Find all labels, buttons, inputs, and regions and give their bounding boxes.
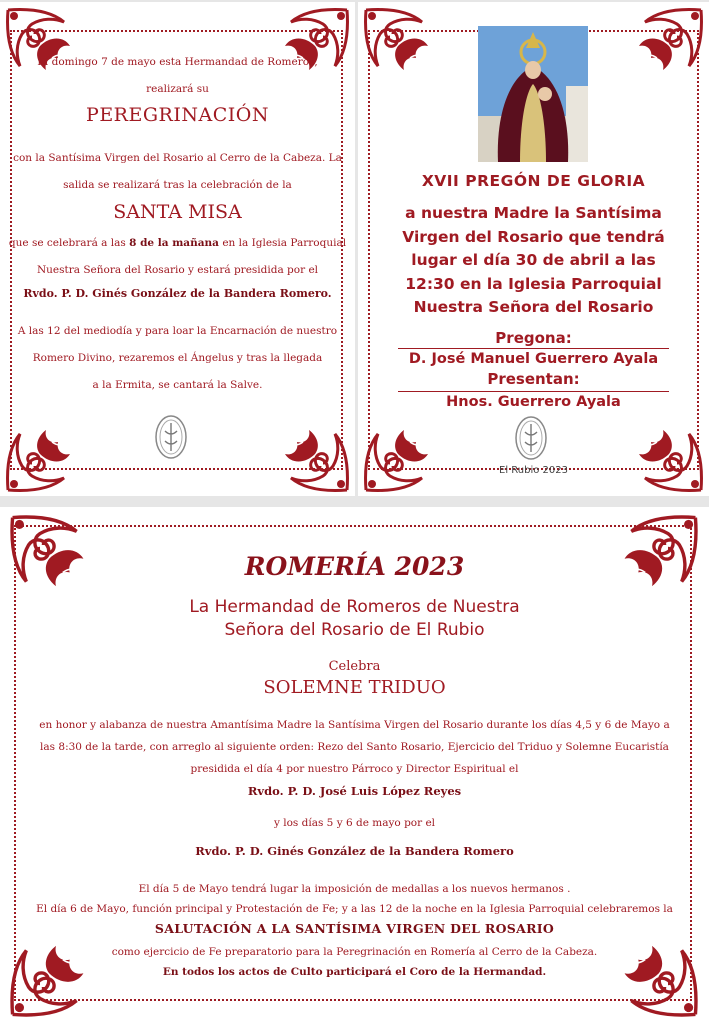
ornament-corner-icon <box>281 424 351 494</box>
priest-name: Rvdo. P. D. José Luis López Reyes <box>247 784 462 798</box>
pregon-title: XVII PREGÓN DE GLORIA <box>421 172 646 190</box>
body-line: 12:30 en la Iglesia Parroquial <box>405 274 662 293</box>
text-line: las 8:30 de la tarde, con arreglo al siguiente orden: Rezo del Santo Rosario, Ejercicio del Triduo y Solemne Eucaristía <box>40 741 669 753</box>
subtitle-line: Señora del Rosario de El Rubio <box>224 620 485 640</box>
text-line: Romero Divino, rezaremos el Ángelus y tras la llegada <box>32 352 323 364</box>
ornament-corner-icon <box>362 424 432 494</box>
text-line: y los días 5 y 6 de mayo por el <box>273 817 436 829</box>
brotherhood-seal-icon <box>155 415 189 461</box>
presider-name: Rvdo. P. D. Ginés González de la Bandera Romero. <box>23 287 332 300</box>
text-line: salida se realizará tras la celebración de la <box>63 179 292 191</box>
body-line: Nuestra Señora del Rosario <box>413 298 654 316</box>
text-line: Nuestra Señora del Rosario y estará presidida por el <box>36 264 319 276</box>
body-line: lugar el día 30 de abril a las <box>411 251 656 269</box>
ornament-corner-icon <box>635 6 705 76</box>
brotherhood-seal-icon <box>515 416 549 462</box>
pregona-name: D. José Manuel Guerrero Ayala <box>408 351 659 367</box>
text-line: El día 6 de Mayo, función principal y Protestación de Fe; y a las 12 de la noche en la Iglesia Parroquial celebraremos la <box>36 903 673 915</box>
presentan-name: Hnos. Guerrero Ayala <box>446 394 621 410</box>
subtitle-line: La Hermandad de Romeros de Nuestra <box>189 597 520 617</box>
footer-year: El Rubio 2023 <box>499 465 568 476</box>
heading-santa-misa: SANTA MISA <box>113 201 242 223</box>
choir-note: En todos los actos de Culto participará el Coro de la Hermandad. <box>162 966 547 978</box>
triduo-heading: SOLEMNE TRIDUO <box>263 677 446 698</box>
body-line: Virgen del Rosario que tendrá <box>402 227 665 246</box>
peregrinacion-card <box>0 2 355 496</box>
text-line: a la Ermita, se cantará la Salve. <box>92 379 263 391</box>
bold-time: 8 de la mañana <box>129 237 219 249</box>
text-line: con la Santísima Virgen del Rosario al Cerro de la Cabeza. La <box>13 152 342 164</box>
divider <box>398 391 669 392</box>
divider <box>398 348 669 349</box>
text-line: como ejercicio de Fe preparatorio para la Peregrinación en Romería al Cerro de la Cabeza. <box>111 946 598 958</box>
body-line: a nuestra Madre la Santísima <box>405 204 662 222</box>
ornament-corner-icon <box>362 6 432 76</box>
pregona-label: Pregona: <box>495 329 572 347</box>
virgin-photo <box>478 26 588 162</box>
text-line: en honor y alabanza de nuestra Amantísima Madre la Santísima Virgen del Rosario durante los días 4,5 y 6 de Mayo a <box>39 719 670 731</box>
pregon-body <box>358 202 709 320</box>
ornament-corner-icon <box>4 424 74 494</box>
text-line: realizará su <box>146 83 209 95</box>
presentan-label: Presentan: <box>487 370 580 388</box>
romeria-title: ROMERÍA 2023 <box>244 552 465 581</box>
pregon-card <box>358 2 709 496</box>
text-line: A las 12 del mediodía y para loar la Encarnación de nuestro <box>17 325 338 337</box>
romeria-card <box>0 507 709 1024</box>
text-span: en la Iglesia Parroquial <box>219 237 347 249</box>
ornament-corner-icon <box>635 424 705 494</box>
triduo-paragraph <box>0 714 709 780</box>
text-line <box>0 230 355 257</box>
priest-name: Rvdo. P. D. Ginés González de la Bandera Romero <box>195 844 514 858</box>
text-span: que se celebrará a las <box>8 237 130 249</box>
text-line: presidida el día 4 por nuestro Párroco y Director Espiritual el <box>190 763 519 775</box>
text-line: El domingo 7 de mayo esta Hermandad de Romeros, <box>37 56 318 68</box>
medals-paragraph <box>0 879 709 919</box>
salutation-heading: SALUTACIÓN A LA SANTÍSIMA VIRGEN DEL ROSARIO <box>154 921 555 936</box>
text-line: El día 5 de Mayo tendrá lugar la imposición de medallas a los nuevos hermanos . <box>138 883 571 895</box>
heading-peregrinacion: PEREGRINACIÓN <box>86 104 269 126</box>
celebra-label: Celebra <box>328 659 381 674</box>
